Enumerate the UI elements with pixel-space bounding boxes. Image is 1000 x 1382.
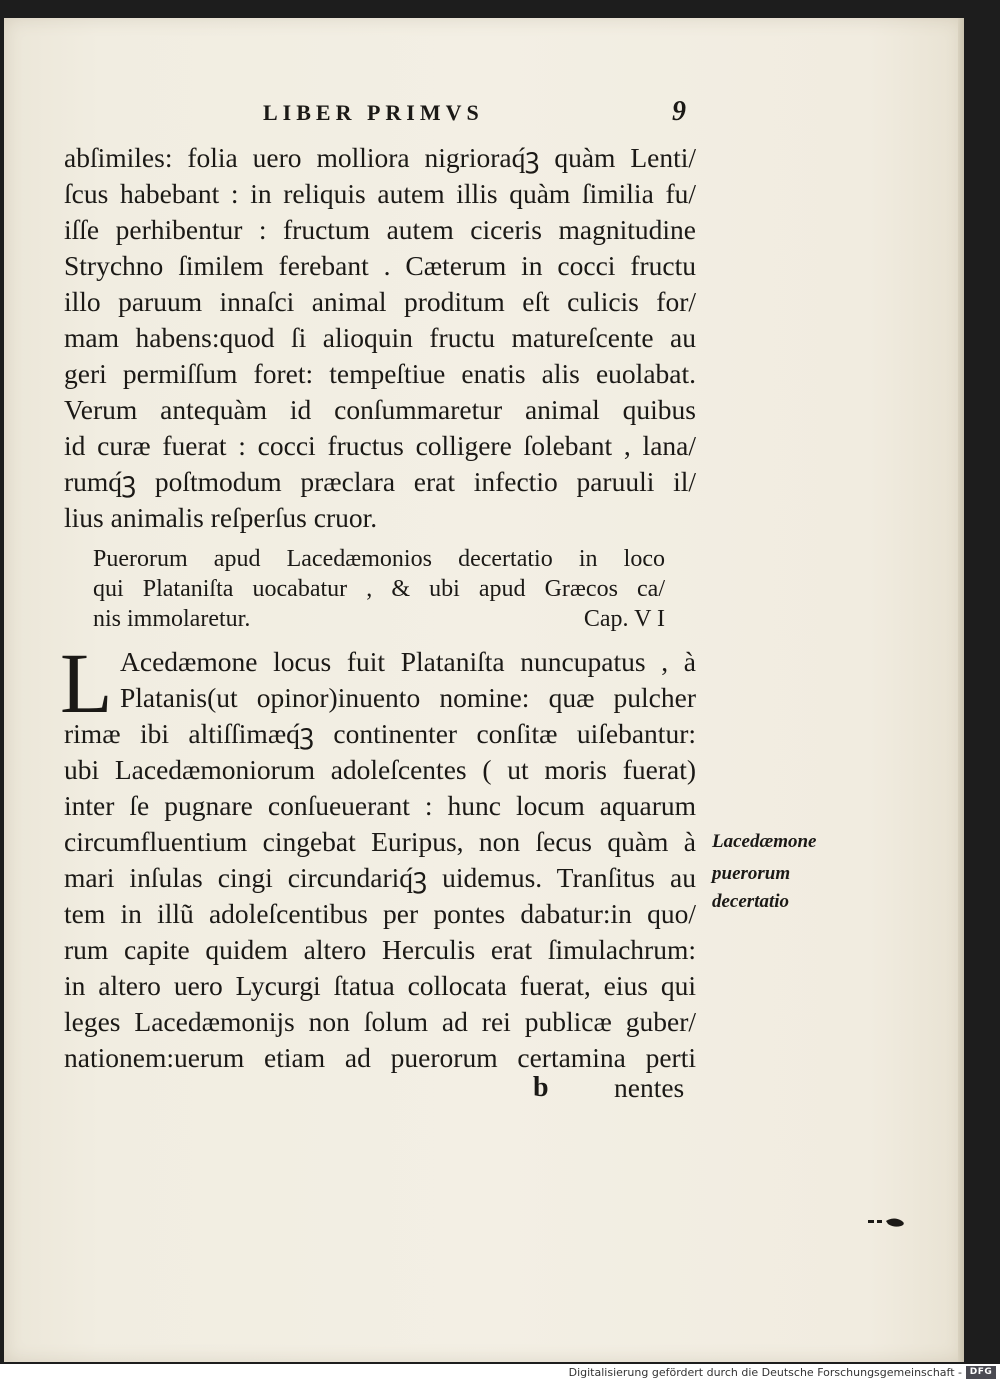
page-edge <box>958 18 964 1362</box>
text-line: inter ſe pugnare conſueuerant : hunc locum aquarum <box>64 790 696 821</box>
marginal-note-line: puerorum <box>712 863 791 884</box>
text-line: rumq́ꝫ poſtmodum præclara erat infectio paruuli il/ <box>64 466 696 497</box>
text-line: rimæ ibi altiſſimæq́ꝫ continenter conſitæ uiſebantur: <box>64 718 696 749</box>
ink-blot <box>868 1216 908 1228</box>
text-line: Acedæmone locus fuit Plataniſta nuncupatus , à <box>120 646 696 677</box>
text-line: circumfluentium cingebat Euripus, non ſecus quàm à <box>64 826 696 857</box>
drop-cap: L <box>60 635 113 731</box>
text-line: in altero uero Lycurgi ſtatua collocata fuerat, eius qui <box>64 970 696 1001</box>
text-line: tem in illũ adoleſcentibus per pontes dabatur:in quo/ <box>64 898 696 929</box>
text-line: geri permiſſum foret: tempeſtiue enatis alis euolabat. <box>64 358 696 389</box>
text-line: id curæ fuerat : cocci fructus colligere ſolebant , lana/ <box>64 430 696 461</box>
text-line: ubi Lacedæmoniorum adoleſcentes ( ut moris fuerat) <box>64 754 696 785</box>
text-line: Strychno ſimilem ferebant . Cæterum in cocci fructu <box>64 250 696 281</box>
running-head: LIBER PRIMVS <box>263 100 484 125</box>
text-line: iſſe perhibentur : fructum autem ciceris magnitudine <box>64 214 696 245</box>
marginal-note-line: decertatio <box>712 891 790 912</box>
text-line: lius animalis reſperſus cruor. <box>64 502 378 533</box>
text-line: illo paruum innaſci animal proditum eſt culicis for/ <box>64 286 696 317</box>
signature-mark: b <box>533 1072 549 1103</box>
text-line: mam habens:quod ſi alioquin fructu matureſcente au <box>64 322 696 353</box>
catchword: nentes <box>614 1072 685 1103</box>
text-line: nationem:uerum etiam ad puerorum certamina perti <box>64 1042 696 1073</box>
text-line: rum capite quidem altero Herculis erat ſimulachrum: <box>64 934 696 965</box>
chapter-number: Cap. V I <box>583 606 665 632</box>
folio-number: 9 <box>672 96 686 127</box>
text-line: Platanis(ut opinor)inuento nomine: quæ pulcher <box>120 682 696 713</box>
heading-line <box>93 604 665 634</box>
text-line: Verum antequàm id conſummaretur animal quibus <box>64 394 696 425</box>
marginal-note-line: Lacedæmone <box>712 831 817 852</box>
footer-credit: Digitalisierung gefördert durch die Deutsche Forschungsgemeinschaft - <box>568 1366 962 1379</box>
heading-line-text: nis immolaretur. <box>93 606 251 632</box>
heading-line: qui Plataniſta uocabatur , & ubi apud Græcos ca/ <box>93 576 665 602</box>
heading-line: Puerorum apud Lacedæmonios decertatio in loco <box>93 546 665 572</box>
text-line: mari inſulas cingi circundariq́ꝫ uidemus. Tranſitus au <box>64 862 696 893</box>
dfg-logo: DFG <box>966 1366 996 1379</box>
text-line: leges Lacedæmonĳs non ſolum ad rei publicæ guber/ <box>64 1006 696 1037</box>
text-line: ſcus habebant : in reliquis autem illis quàm ſimilia fu/ <box>64 178 696 209</box>
text-line: abſimiles: folia uero molliora nigrioraq́ꝫ quàm Lenti/ <box>64 142 696 173</box>
